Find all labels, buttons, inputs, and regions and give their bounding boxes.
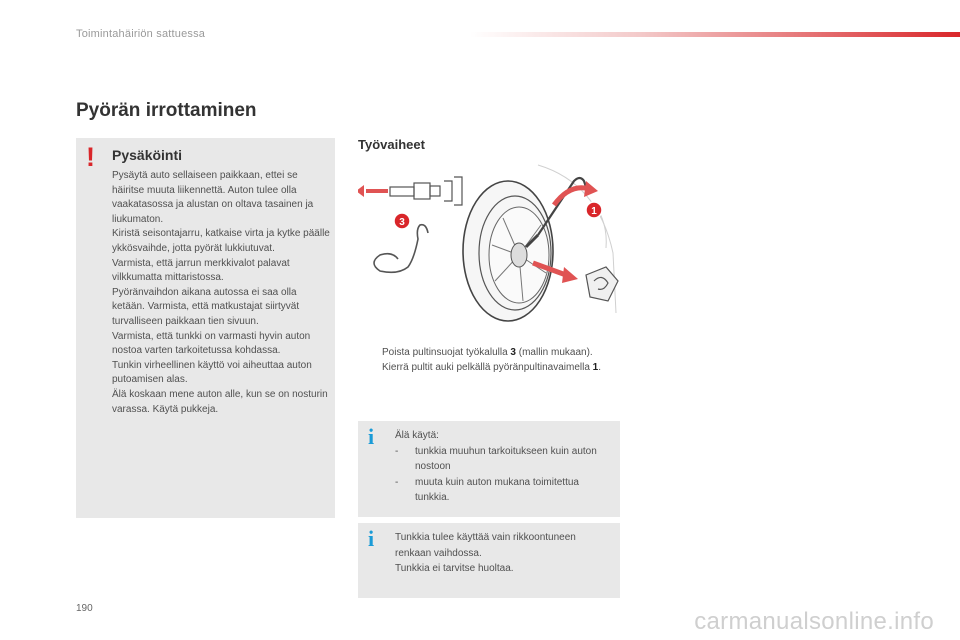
callout-3-label: 3 [399,217,405,228]
dash-bullet: - [395,445,399,457]
warning-paragraph: Pyöränvaihdon aikana autossa ei saa olla ketään. Varmista, että matkustajat siirtyvät turvalliseen paikkaan tien sivuun. [112,286,300,327]
dash-bullet: - [395,476,399,488]
steps-list [360,346,625,375]
wheel-illustration-svg [358,163,620,333]
page-number: 190 [76,603,93,614]
wheel-hub [511,243,527,267]
step-text: . [598,361,602,373]
info-icon: i [368,526,375,551]
info-line: Tunkkia ei tarvitse huoltaa. [395,563,514,574]
warning-paragraph: Kiristä seisontajarru, katkaise virta ja kytke päälle ykkösvaihde, jotta pyörät lukkiutuvat. [112,228,330,254]
step-item [360,361,625,376]
warning-paragraph: Varmista, että tunkki on varmasti hyvin auton nostoa varten tarkoitetussa kohdassa. [112,330,311,357]
info-intro: Älä käytä: [395,430,439,441]
step-text: Poista pultinsuojat työkalulla [382,347,511,358]
info-content [395,530,613,577]
wheel-removal-illustration [358,163,620,333]
info-icon: i [368,424,375,449]
step-text: Kierrä pultit auki pelkällä pyöränpultinavaimella [382,361,593,373]
step-text: (mallin mukaan). [515,347,593,358]
info-line: Tunkkia tulee käyttää vain rikkoontuneen renkaan vaihdossa. [395,532,576,559]
exclamation-icon: ! [86,142,95,172]
warning-body [112,169,332,417]
warning-paragraph: Tunkin virheellinen käyttö voi aiheuttaa auton putoamisen alas. [112,359,312,386]
warning-paragraph: Älä koskaan mene auton alle, kun se on nosturin varassa. Käytä pukkeja. [112,388,328,415]
info-item-text: muuta kuin auton mukana toimitettua tunkkia. [415,476,579,503]
info-item-text: tunkkia muuhun tarkoitukseen kuin auton nostoon [415,445,597,472]
step-ref: 3 [510,347,516,358]
callout-1-label: 1 [591,206,597,217]
warning-box [76,138,335,518]
info-content [395,428,613,506]
hook-tool [374,225,428,273]
info-box-jack-usage [358,421,620,517]
section-header-title: Toimintahäiriön sattuessa [76,28,206,40]
step-ref: 1 [592,361,599,373]
bolt-cap-piece [586,267,618,301]
warning-paragraph: Varmista, että jarrun merkkivalot palavat vilkkumatta mittaristossa. [112,257,290,284]
step-item [360,346,625,361]
steps-heading: Työvaiheet [358,137,425,152]
info-list-item [395,475,613,506]
bolt-cap-tool [390,177,462,205]
info-box-jack-maintenance [358,523,620,598]
warning-paragraph: Pysäytä auto sellaiseen paikkaan, ettei se häiritse muuta liikennettä. Auton tulee olla vaakatasossa ja alustan on oltava tasainen ja liukumaton. [112,170,314,225]
watermark: carmanualsonline.info [694,608,934,635]
page-title: Pyörän irrottaminen [76,100,257,121]
warning-heading: Pysäköinti [112,147,183,163]
header-accent-bar [470,32,960,37]
info-list-item [395,444,613,475]
